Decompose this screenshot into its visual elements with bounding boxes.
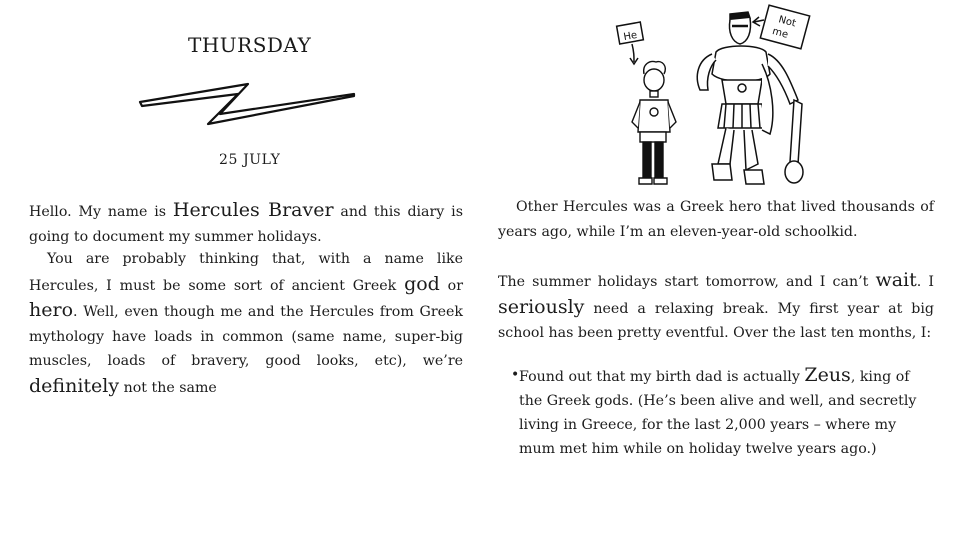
emphasis-zeus: Zeus	[804, 364, 851, 386]
date-label: 25 JULY	[219, 152, 281, 168]
events-list	[498, 363, 934, 461]
not-me-sign-line1: Not	[777, 14, 798, 30]
lightning-bolt-icon	[136, 80, 358, 130]
hercules-braver-name: Hercules Braver	[172, 199, 334, 221]
bullet-marker: •	[511, 367, 520, 383]
boy-figure	[632, 62, 676, 185]
emphasis-seriously: seriously	[498, 295, 585, 318]
emphasis-god: god	[404, 272, 440, 295]
emphasis-definitely: definitely	[29, 374, 120, 397]
hercules-illustration	[612, 4, 817, 190]
list-item: • Found out that my birth dad is actually Zeus, king of the Greek gods. (He’s been alive and well, and secretly living in Greece, for the last 2,000 years – where my mum met him while on holiday twelve years ago.)	[511, 364, 917, 457]
other-hercules-paragraph: Other Hercules was a Greek hero that lived thousands of years ago, while I’m an eleven-year-old schoolkid.	[498, 199, 934, 240]
he-sign	[617, 22, 644, 64]
not-me-sign-line2: me	[771, 26, 790, 41]
emphasis-wait: wait	[875, 269, 917, 291]
intro-paragraph: Hello. My name is Hercules Braver and this diary is going to document my summer holidays.	[29, 199, 463, 245]
emphasis-hero: hero	[29, 299, 74, 321]
body-paragraph: You are probably thinking that, with a name like Hercules, I must be some sort of ancient Greek god or hero. Well, even though me and the Hercules from Greek mythology have loads in common (same name, super-big muscles, loads of bravery, good looks, etc), we’re definitely not the same	[29, 251, 463, 397]
summer-holidays-paragraph: The summer holidays start tomorrow, and I can’t wait. I seriously need a relaxing break. My first year at big school has been pretty eventful. Over the last ten months, I:	[498, 269, 934, 341]
not-me-sign	[753, 5, 810, 49]
day-heading: THURSDAY	[188, 33, 312, 57]
he-sign-label: He	[622, 29, 639, 44]
